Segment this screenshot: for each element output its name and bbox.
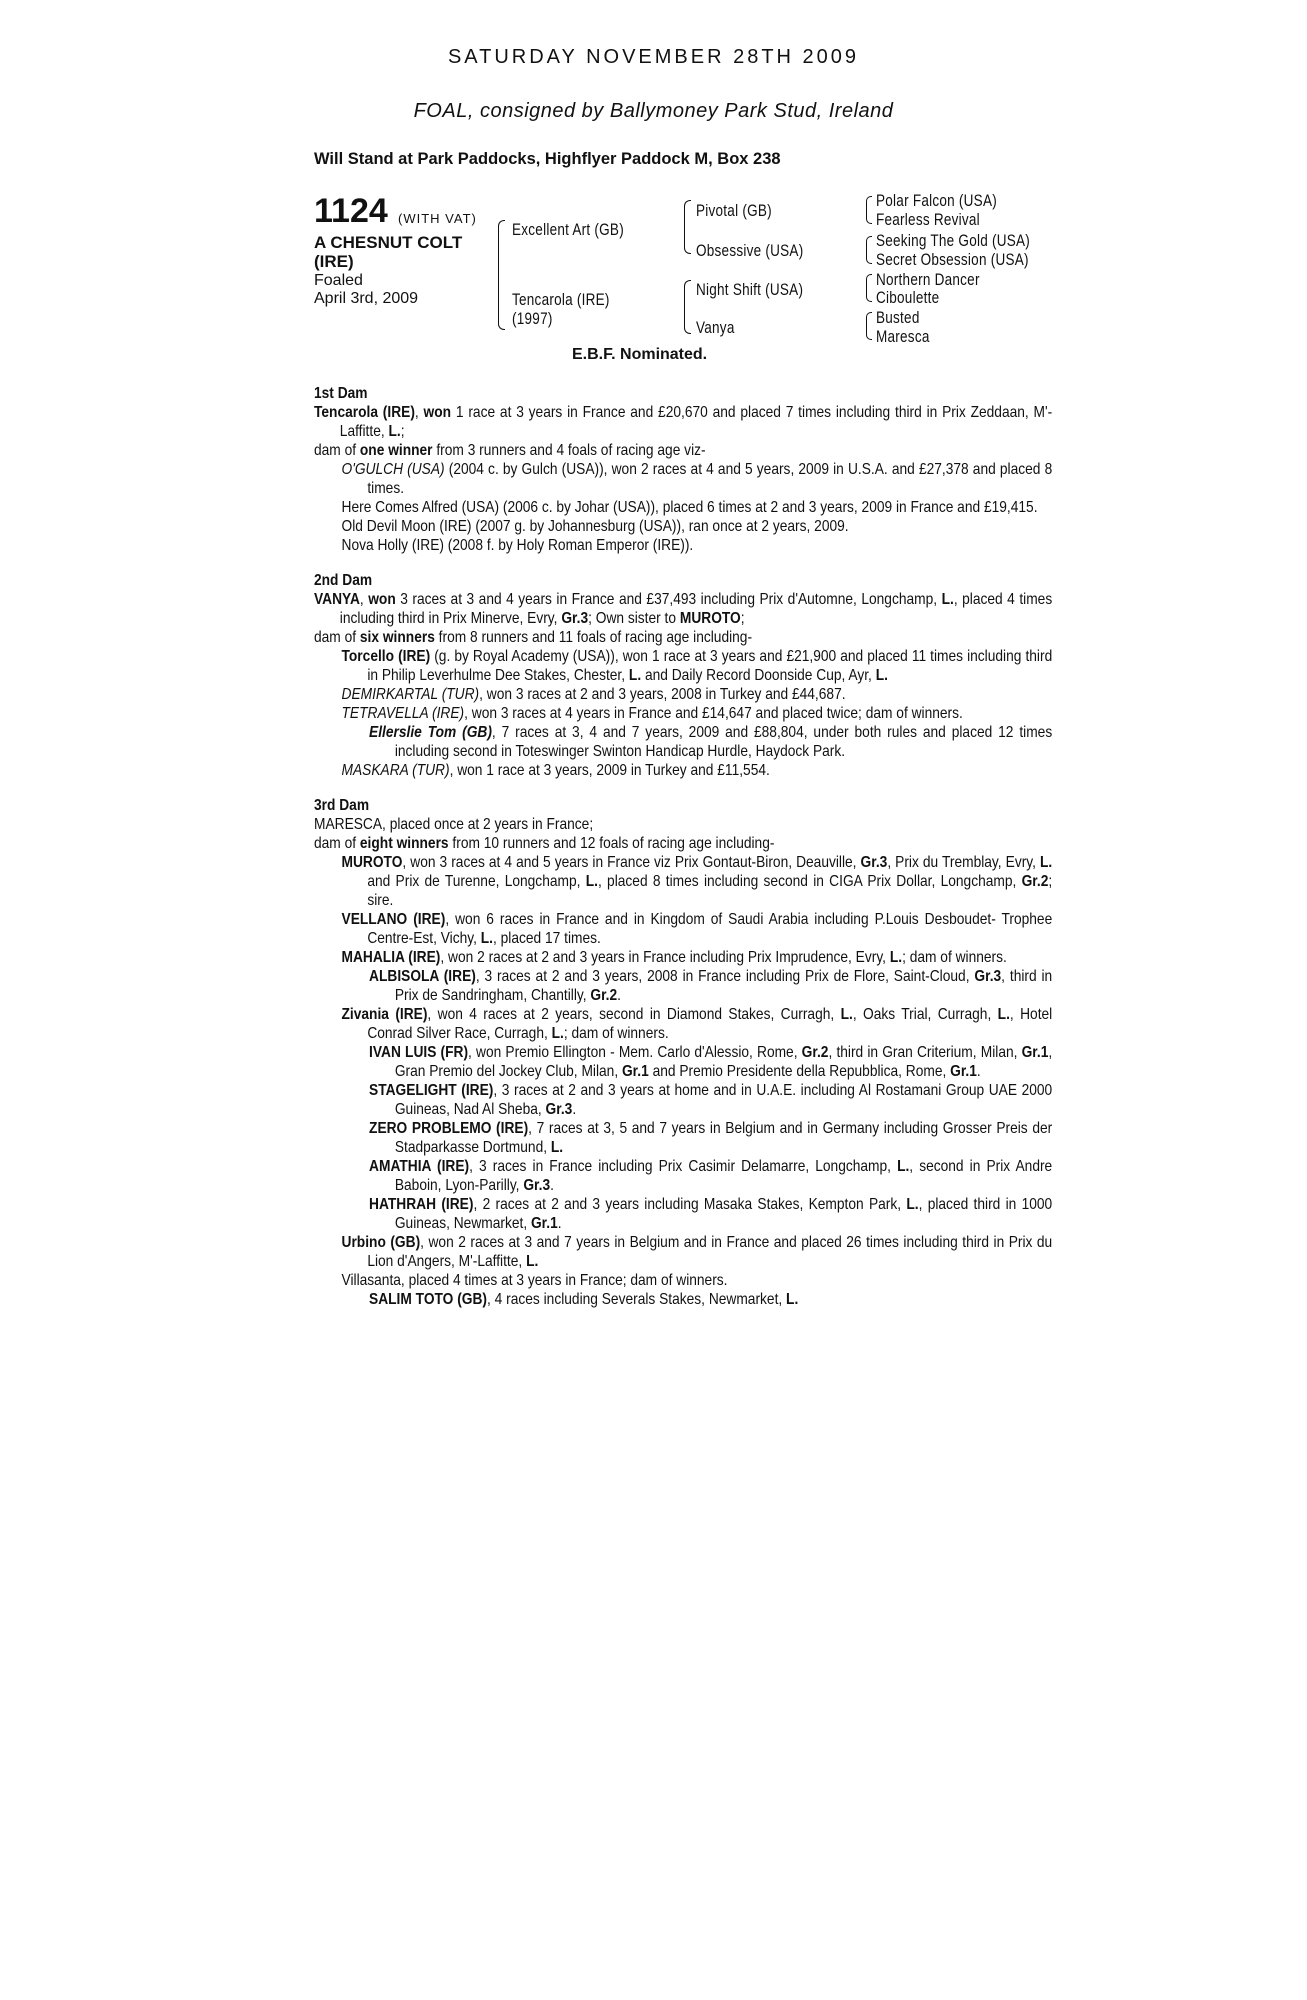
pedigree-ddd: Maresca [876, 328, 930, 346]
first-dam-record-text: 1 race at 3 years in France and £20,670 and placed 7 times including third in Prix Zeddaan, M'-Laffitte, [339, 404, 1053, 440]
sister-name: MUROTO [679, 610, 741, 627]
progeny-text: and Daily Record Doonside Cup, Ayr, [641, 667, 872, 684]
grand-progeny-item [314, 723, 1052, 761]
pedigree-brace-dd [866, 312, 872, 340]
progeny-text: , won 3 races at 2 and 3 years, 2008 in Turkey and £44,687. [479, 686, 846, 703]
third-dam-record: MARESCA, placed once at 2 years in France; [314, 816, 594, 833]
progeny-text: , Hotel Conrad Silver Race, Curragh, [367, 1006, 1053, 1042]
progeny-text: . [617, 987, 621, 1004]
progeny-name: Torcello (IRE) [341, 648, 431, 665]
progeny-item [314, 517, 1052, 536]
grand-progeny-item [314, 1081, 1052, 1119]
pedigree-sss: Polar Falcon (USA) [876, 192, 997, 210]
progeny-item [314, 1005, 1052, 1043]
progeny-item [314, 460, 1052, 498]
progeny-text: , won 2 races at 2 and 3 years in France including Prix Imprudence, Evry, [440, 949, 887, 966]
group-mark: Gr.3 [860, 854, 888, 871]
progeny-text: . [557, 1215, 562, 1232]
progeny-text: and Prix de Turenne, Longchamp, [367, 873, 581, 890]
progeny-name: STAGELIGHT (IRE) [369, 1082, 494, 1099]
pedigree-dam: Tencarola (IRE) [512, 291, 610, 309]
pedigree-brace-main [498, 220, 505, 330]
second-dam-name: VANYA [314, 591, 360, 608]
progeny-text: , Prix du Tremblay, Evry, [887, 854, 1036, 871]
third-dam-produce-summary [314, 834, 1052, 853]
pedigree-dss: Northern Dancer [876, 271, 980, 289]
listed-mark: L. [551, 1025, 564, 1042]
pedigree-brace-dam [684, 280, 691, 334]
grand-progeny-item [314, 1119, 1052, 1157]
progeny-text: (2004 c. by Gulch (USA)), won 2 races at 4 and 5 years, 2009 in U.S.A. and £27,378 and placed 8 times. [367, 461, 1053, 497]
dam-of-rest: from 10 runners and 12 foals of racing age including- [452, 835, 775, 852]
group-mark: Gr.3 [545, 1101, 573, 1118]
group-mark: Gr.3 [523, 1177, 551, 1194]
winners-count: six winners [359, 629, 435, 646]
group-mark: Gr.1 [621, 1063, 649, 1080]
progeny-item [314, 498, 1052, 517]
progeny-text: , 3 races at 2 and 3 years, 2008 in France including Prix de Flore, Saint-Cloud, [475, 968, 970, 985]
progeny-text: Here Comes Alfred (USA) (2006 c. by Johar (USA)), placed 6 times at 2 and 3 years, 2009 in France and £19,415. [341, 499, 1038, 516]
lot-description-line-1: A CHESNUT COLT [314, 233, 463, 252]
vat-note: (WITH VAT) [398, 211, 477, 226]
pedigree-brace-ds [866, 274, 872, 302]
pedigree-sdd: Secret Obsession (USA) [876, 251, 1029, 269]
listed-mark: L. [906, 1196, 919, 1213]
progeny-item [314, 647, 1052, 685]
progeny-name: AMATHIA (IRE) [369, 1158, 470, 1175]
pedigree-ssd: Fearless Revival [876, 211, 980, 229]
grand-progeny-item [314, 1043, 1052, 1081]
pedigree-dam-sire: Night Shift (USA) [696, 281, 804, 299]
progeny-text: , won 4 races at 2 years, second in Diamond Stakes, Curragh, [427, 1006, 835, 1023]
pedigree-sire-sire: Pivotal (GB) [696, 202, 772, 220]
lot-number: 1124 [314, 192, 388, 230]
lot-description-line-2: (IRE) [314, 252, 354, 271]
group-mark: Gr.1 [530, 1215, 558, 1232]
foaled-info [314, 272, 418, 308]
progeny-text: . [550, 1177, 554, 1194]
group-mark: Gr.3 [561, 610, 589, 627]
dam-of-rest: from 8 runners and 11 foals of racing age including- [438, 629, 753, 646]
grand-progeny-item [314, 1290, 1052, 1309]
progeny-text: , placed third in 1000 Guineas, Newmarket, [394, 1196, 1053, 1232]
group-mark: Gr.2 [1021, 873, 1049, 890]
progeny-item [314, 1271, 1052, 1290]
progeny-item [314, 910, 1052, 948]
first-dam-produce-summary [314, 441, 1052, 460]
dam-details [314, 384, 1054, 1309]
progeny-text: , won 6 races in France and in Kingdom of Saudi Arabia including P.Louis Desboudet- Trophee Centre-Est, Vichy, [367, 911, 1053, 947]
progeny-name: MAHALIA (IRE) [341, 949, 441, 966]
progeny-name: ZERO PROBLEMO (IRE) [369, 1120, 529, 1137]
foaled-label: Foaled [314, 272, 363, 289]
record-text: 3 races at 3 and 4 years in France and £37,493 including Prix d'Automne, Longchamp, [400, 591, 938, 608]
winners-count: one winner [359, 442, 433, 459]
pedigree-dam-dam: Vanya [696, 319, 735, 337]
grand-progeny-item [314, 1195, 1052, 1233]
progeny-name: HATHRAH (IRE) [369, 1196, 474, 1213]
progeny-text: , 3 races at 2 and 3 years at home and in U.A.E. including Al Rostamani Group UAE 2000 Guineas, Nad Al Sheba, [394, 1082, 1053, 1118]
dam-of-prefix: dam of [314, 835, 357, 852]
progeny-item [314, 536, 1052, 555]
second-dam-produce-summary [314, 628, 1052, 647]
group-mark: Gr.2 [801, 1044, 829, 1061]
progeny-text: , Gran Premio del Jockey Club, Milan, [394, 1044, 1053, 1080]
progeny-item [314, 853, 1052, 910]
progeny-text: , placed 17 times. [492, 930, 601, 947]
progeny-text: , 7 races at 3, 4 and 7 years, 2009 and £88,804, under both rules and placed 12 times including second in Toteswinger Swinton Handicap Hurdle, Haydock Park. [394, 724, 1053, 760]
listed-mark: L. [480, 930, 493, 947]
listed-mark: L. [388, 423, 401, 440]
progeny-text: , won 3 races at 4 and 5 years in France viz Prix Gontaut-Biron, Deauville, [402, 854, 857, 871]
dam-of-prefix: dam of [314, 442, 357, 459]
progeny-name: SALIM TOTO (GB) [369, 1291, 488, 1308]
dam-of-prefix: dam of [314, 629, 357, 646]
progeny-text: ; sire. [367, 873, 1053, 909]
progeny-text: ; dam of winners. [563, 1025, 669, 1042]
first-dam-heading: 1st Dam [314, 385, 368, 402]
progeny-name: IVAN LUIS (FR) [369, 1044, 469, 1061]
progeny-text: , 2 races at 2 and 3 years including Masaka Stakes, Kempton Park, [473, 1196, 902, 1213]
consignor-line: FOAL, consigned by Ballymoney Park Stud, Ireland [413, 100, 894, 122]
progeny-text: ; dam of winners. [902, 949, 1007, 966]
stand-location: Will Stand at Park Paddocks, Highflyer Paddock M, Box 238 [314, 150, 781, 168]
progeny-name: TETRAVELLA (IRE) [341, 705, 465, 722]
pedigree-brace-sd [866, 236, 872, 264]
record-text: , placed 4 times including third in Prix Minerve, Evry, [339, 591, 1053, 627]
pedigree-brace-ss [866, 196, 872, 224]
progeny-text: . [976, 1063, 981, 1080]
listed-mark: L. [889, 949, 903, 966]
progeny-item [314, 761, 1052, 780]
first-dam-record: Tencarola (IRE), won 1 race at 3 years in France and £20,670 and placed 7 times including third in Prix Zeddaan, M'-Laffitte, L.; [314, 404, 1053, 440]
progeny-text: , 3 races in France including Prix Casimir Delamarre, Longchamp, [469, 1158, 891, 1175]
pedigree-sds: Seeking The Gold (USA) [876, 232, 1031, 250]
progeny-text: . [572, 1101, 577, 1118]
listed-mark: L. [875, 667, 888, 684]
record-text: ; Own sister to [588, 610, 677, 627]
grand-progeny-item [314, 1157, 1052, 1195]
listed-mark: L. [526, 1253, 539, 1270]
progeny-name: Urbino (GB) [341, 1234, 421, 1251]
pedigree-dsd: Ciboulette [876, 289, 940, 307]
progeny-text: Villasanta, placed 4 times at 3 years in France; dam of winners. [341, 1272, 728, 1289]
progeny-item [314, 685, 1052, 704]
listed-mark: L. [628, 667, 642, 684]
winners-count: eight winners [359, 835, 449, 852]
listed-mark: L. [897, 1158, 910, 1175]
progeny-text: , won Premio Ellington - Mem. Carlo d'Alessio, Rome, [468, 1044, 798, 1061]
group-mark: Gr.3 [974, 968, 1002, 985]
won-word: won [368, 591, 396, 608]
progeny-text: , second in Prix Andre Baboin, Lyon-Parilly, [394, 1158, 1053, 1194]
ebf-note: E.B.F. Nominated. [572, 346, 708, 363]
pedigree-sire-dam: Obsessive (USA) [696, 242, 804, 260]
listed-mark: L. [786, 1291, 799, 1308]
pedigree-dds: Busted [876, 309, 920, 327]
pedigree-sire: Excellent Art (GB) [512, 221, 624, 239]
dam-of-rest: from 3 runners and 4 foals of racing age viz- [436, 442, 706, 459]
group-mark: Gr.1 [1021, 1044, 1049, 1061]
pedigree-dam-year: (1997) [512, 310, 553, 328]
listed-mark: L. [550, 1139, 564, 1156]
listed-mark: L. [585, 873, 598, 890]
progeny-text: , 4 races including Severals Stakes, Newmarket, [487, 1291, 783, 1308]
progeny-name: ALBISOLA (IRE) [369, 968, 476, 985]
record-text: ; [740, 610, 745, 627]
progeny-text: , Oaks Trial, Curragh, [852, 1006, 992, 1023]
listed-mark: L. [840, 1006, 853, 1023]
progeny-text: (g. by Royal Academy (USA)), won 1 race at 3 years and £21,900 and placed 11 times including third in Philip Leverhulme Dee Stakes, Chester, [367, 648, 1053, 684]
sale-date: SATURDAY NOVEMBER 28TH 2009 [447, 46, 860, 68]
group-mark: Gr.2 [590, 987, 618, 1004]
progeny-item [314, 948, 1052, 967]
progeny-text: , third in Prix de Sandringham, Chantilly, [394, 968, 1053, 1004]
progeny-item [314, 1233, 1052, 1271]
foaled-date: April 3rd, 2009 [314, 290, 419, 307]
progeny-name: O'GULCH (USA) [341, 461, 445, 478]
progeny-item [314, 704, 1052, 723]
progeny-text: , third in Gran Criterium, Milan, [828, 1044, 1018, 1061]
progeny-text: and Premio Presidente della Repubblica, Rome, [648, 1063, 947, 1080]
progeny-text: , won 2 races at 3 and 7 years in Belgium and in France and placed 26 times including third in Prix du Lion d'Angers, M'-Laffitte, [367, 1234, 1053, 1270]
progeny-name: DEMIRKARTAL (TUR) [341, 686, 480, 703]
listed-mark: L. [997, 1006, 1010, 1023]
group-mark: Gr.1 [950, 1063, 977, 1080]
second-dam-record: VANYA, won 3 races at 3 and 4 years in France and £37,493 including Prix d'Automne, Longchamp, L., placed 4 times including third in Prix Minerve, Evry, Gr.3; Own sister to MUROTO; [314, 591, 1053, 627]
progeny-text: Nova Holly (IRE) (2008 f. by Holy Roman Emperor (IRE)). [341, 537, 694, 554]
progeny-text: Old Devil Moon (IRE) (2007 g. by Johannesburg (USA)), ran once at 2 years, 2009. [341, 518, 849, 535]
progeny-text: , won 3 races at 4 years in France and £14,647 and placed twice; dam of winners. [464, 705, 963, 722]
grand-progeny-item [314, 967, 1052, 1005]
progeny-text: , placed 8 times including second in CIGA Prix Dollar, Longchamp, [597, 873, 1017, 890]
listed-mark: L. [1040, 854, 1053, 871]
listed-mark: L. [941, 591, 954, 608]
progeny-name: Zivania (IRE) [341, 1006, 428, 1023]
first-dam-name: Tencarola (IRE) [314, 404, 415, 421]
progeny-name: MUROTO [341, 854, 403, 871]
progeny-name: VELLANO (IRE) [341, 911, 446, 928]
won-word: won [423, 404, 452, 421]
third-dam-heading: 3rd Dam [314, 797, 370, 814]
progeny-text: , won 1 race at 3 years, 2009 in Turkey and £11,554. [449, 762, 770, 779]
progeny-name: Ellerslie Tom (GB) [369, 724, 492, 741]
lot-description [314, 233, 462, 271]
progeny-text: , 7 races at 3, 5 and 7 years in Belgium and in Germany including Grosser Preis der Stadparkasse Dortmund, [394, 1120, 1053, 1156]
pedigree-brace-sire [684, 200, 691, 254]
second-dam-heading: 2nd Dam [314, 572, 373, 589]
progeny-name: MASKARA (TUR) [341, 762, 450, 779]
